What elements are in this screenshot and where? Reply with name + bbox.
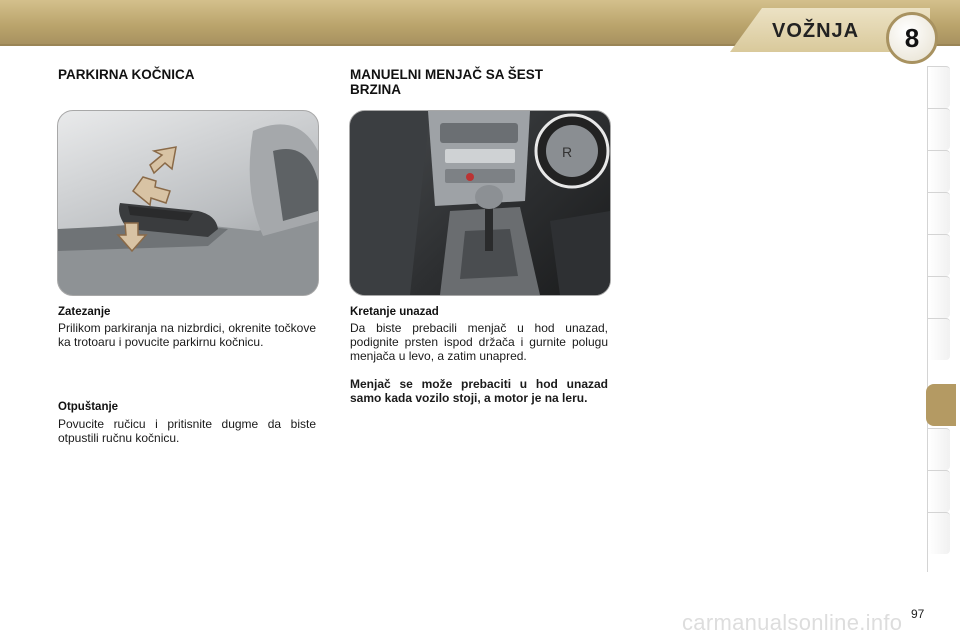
chapter-tab-6[interactable] bbox=[928, 276, 950, 318]
release-heading: Otpuštanje bbox=[58, 401, 119, 413]
release-text: Povucite ručicu i pritisnite dugme da biste otpustili ručnu kočnicu. bbox=[58, 417, 316, 446]
page-number: 97 bbox=[911, 607, 925, 621]
gearbox-title: MANUELNI MENJAČ SA ŠEST BRZINA bbox=[350, 67, 544, 97]
reverse-text: Da biste prebacili menjač u hod unazad, podignite prsten ispod držača i gurnite polugu menjača u levo, a zatim unapred. bbox=[350, 321, 608, 364]
chapter-tab-9[interactable] bbox=[928, 428, 950, 470]
svg-text:R: R bbox=[562, 144, 573, 160]
chapter-title: VOŽNJA bbox=[772, 20, 860, 42]
chapter-tab-11[interactable] bbox=[928, 512, 950, 554]
chapter-tab-3[interactable] bbox=[928, 150, 950, 192]
chapter-tab-5[interactable] bbox=[928, 234, 950, 276]
chapter-number: 8 bbox=[904, 22, 920, 53]
chapter-tab-10[interactable] bbox=[928, 470, 950, 512]
watermark: carmanualsonline.info bbox=[682, 610, 903, 635]
reverse-heading: Kretanje unazad bbox=[350, 306, 439, 318]
tightening-text: Prilikom parkiranja na nizbrdici, okrenite točkove ka trotoaru i povucite parkirnu kočnicu. bbox=[58, 321, 316, 350]
chapter-tab-8-active[interactable] bbox=[926, 384, 956, 426]
chapter-tab-4[interactable] bbox=[928, 192, 950, 234]
chapter-tab-1[interactable] bbox=[928, 66, 950, 108]
parking-brake-title: PARKIRNA KOČNICA bbox=[58, 67, 195, 82]
parking-brake-illustration bbox=[58, 111, 318, 295]
reverse-warning: Menjač se može prebaciti u hod unazad samo kada vozilo stoji, a motor je na leru. bbox=[350, 377, 608, 406]
chapter-tabs bbox=[927, 66, 950, 572]
tightening-heading: Zatezanje bbox=[58, 306, 111, 318]
gear-lever-illustration bbox=[350, 111, 610, 295]
chapter-tab-2[interactable] bbox=[928, 108, 950, 150]
chapter-number-badge bbox=[886, 12, 938, 64]
parking-brake-photo bbox=[57, 110, 319, 296]
gear-lever-photo bbox=[349, 110, 611, 296]
chapter-tab-7[interactable] bbox=[928, 318, 950, 360]
